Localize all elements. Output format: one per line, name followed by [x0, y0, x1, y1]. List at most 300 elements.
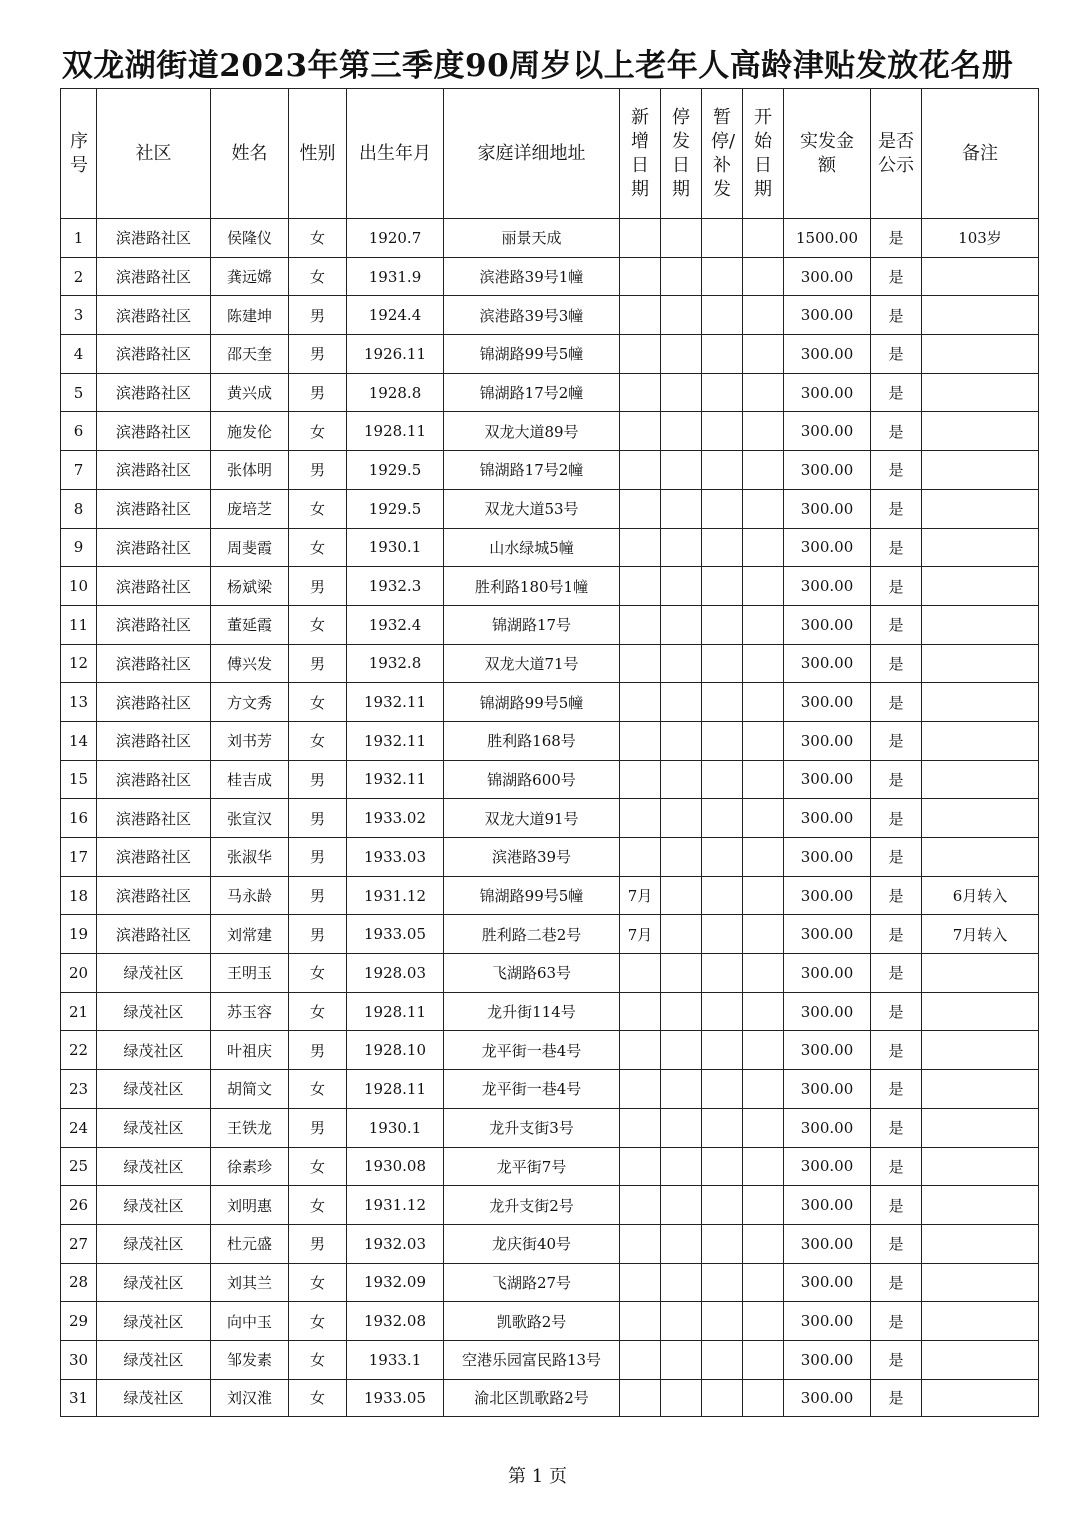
cell-birth: 1932.03: [347, 1224, 444, 1263]
cell-community: 绿茂社区: [97, 1108, 211, 1147]
cell-name: 杨斌梁: [211, 567, 289, 606]
cell-start-date: [743, 1070, 784, 1109]
header-public: 是否公示: [871, 89, 922, 219]
table-row: [61, 1147, 1039, 1186]
cell-seq: 13: [61, 683, 97, 722]
cell-seq: 21: [61, 992, 97, 1031]
cell-stop-date: [661, 1147, 702, 1186]
cell-suspend: [702, 876, 743, 915]
cell-community: 滨港路社区: [97, 760, 211, 799]
cell-remark: [922, 1186, 1039, 1225]
cell-address: 滨港路39号3幢: [444, 296, 620, 335]
cell-start-date: [743, 838, 784, 877]
cell-start-date: [743, 1302, 784, 1341]
cell-amount: 300.00: [784, 1379, 871, 1416]
table-row: [61, 721, 1039, 760]
cell-birth: 1932.3: [347, 567, 444, 606]
cell-birth: 1932.11: [347, 721, 444, 760]
cell-seq: 9: [61, 528, 97, 567]
cell-suspend: [702, 644, 743, 683]
cell-remark: [922, 1070, 1039, 1109]
cell-public: 是: [871, 799, 922, 838]
cell-suspend: [702, 296, 743, 335]
cell-community: 滨港路社区: [97, 644, 211, 683]
cell-gender: 女: [289, 1302, 347, 1341]
cell-amount: 300.00: [784, 1031, 871, 1070]
cell-birth: 1933.03: [347, 838, 444, 877]
cell-start-date: [743, 1224, 784, 1263]
cell-stop-date: [661, 257, 702, 296]
cell-community: 绿茂社区: [97, 1070, 211, 1109]
cell-stop-date: [661, 644, 702, 683]
cell-stop-date: [661, 1302, 702, 1341]
cell-gender: 男: [289, 876, 347, 915]
cell-seq: 7: [61, 451, 97, 490]
cell-new-date: 7月: [620, 915, 661, 954]
cell-amount: 300.00: [784, 838, 871, 877]
cell-community: 绿茂社区: [97, 1302, 211, 1341]
cell-start-date: [743, 1108, 784, 1147]
cell-remark: [922, 489, 1039, 528]
cell-start-date: [743, 296, 784, 335]
cell-suspend: [702, 1263, 743, 1302]
cell-gender: 男: [289, 799, 347, 838]
cell-suspend: [702, 1147, 743, 1186]
cell-start-date: [743, 644, 784, 683]
cell-seq: 26: [61, 1186, 97, 1225]
cell-address: 胜利路二巷2号: [444, 915, 620, 954]
cell-name: 刘书芳: [211, 721, 289, 760]
cell-community: 滨港路社区: [97, 373, 211, 412]
cell-gender: 男: [289, 1031, 347, 1070]
page-number: 第 1 页: [508, 1466, 567, 1487]
cell-seq: 25: [61, 1147, 97, 1186]
cell-public: 是: [871, 876, 922, 915]
cell-gender: 男: [289, 373, 347, 412]
cell-birth: 1932.8: [347, 644, 444, 683]
cell-address: 锦湖路99号5幢: [444, 876, 620, 915]
header-seq: 序号: [61, 89, 97, 219]
cell-stop-date: [661, 451, 702, 490]
cell-start-date: [743, 451, 784, 490]
cell-birth: 1929.5: [347, 489, 444, 528]
header-remark: 备注: [922, 89, 1039, 219]
cell-amount: 300.00: [784, 528, 871, 567]
cell-address: 锦湖路99号5幢: [444, 335, 620, 374]
cell-start-date: [743, 528, 784, 567]
cell-birth: 1928.8: [347, 373, 444, 412]
cell-public: 是: [871, 683, 922, 722]
roster-table: [60, 88, 1039, 1417]
cell-remark: [922, 257, 1039, 296]
cell-community: 绿茂社区: [97, 992, 211, 1031]
cell-new-date: [620, 489, 661, 528]
cell-address: 飞湖路63号: [444, 954, 620, 993]
cell-new-date: [620, 567, 661, 606]
cell-public: 是: [871, 1031, 922, 1070]
header-name: 姓名: [211, 89, 289, 219]
cell-gender: 男: [289, 451, 347, 490]
table-row: [61, 528, 1039, 567]
cell-birth: 1931.12: [347, 1186, 444, 1225]
cell-start-date: [743, 1379, 784, 1416]
cell-public: 是: [871, 915, 922, 954]
cell-start-date: [743, 1340, 784, 1379]
cell-birth: 1933.02: [347, 799, 444, 838]
cell-name: 刘常建: [211, 915, 289, 954]
cell-stop-date: [661, 567, 702, 606]
table-row: [61, 1379, 1039, 1416]
cell-birth: 1929.5: [347, 451, 444, 490]
cell-address: 锦湖路99号5幢: [444, 683, 620, 722]
cell-new-date: [620, 373, 661, 412]
cell-remark: [922, 1108, 1039, 1147]
cell-public: 是: [871, 1186, 922, 1225]
cell-amount: 300.00: [784, 915, 871, 954]
cell-gender: 女: [289, 992, 347, 1031]
header-gender: 性别: [289, 89, 347, 219]
cell-birth: 1930.1: [347, 528, 444, 567]
cell-name: 邵天奎: [211, 335, 289, 374]
cell-public: 是: [871, 567, 922, 606]
cell-community: 绿茂社区: [97, 954, 211, 993]
cell-amount: 300.00: [784, 412, 871, 451]
cell-stop-date: [661, 1263, 702, 1302]
cell-stop-date: [661, 219, 702, 258]
cell-new-date: [620, 799, 661, 838]
cell-suspend: [702, 683, 743, 722]
cell-name: 张淑华: [211, 838, 289, 877]
cell-name: 傅兴发: [211, 644, 289, 683]
cell-birth: 1932.09: [347, 1263, 444, 1302]
cell-gender: 女: [289, 1379, 347, 1416]
cell-address: 锦湖路17号2幢: [444, 451, 620, 490]
table-row: [61, 915, 1039, 954]
cell-address: 龙平街一巷4号: [444, 1070, 620, 1109]
cell-seq: 23: [61, 1070, 97, 1109]
cell-address: 锦湖路17号: [444, 605, 620, 644]
cell-amount: 300.00: [784, 257, 871, 296]
cell-birth: 1933.05: [347, 1379, 444, 1416]
cell-name: 桂吉成: [211, 760, 289, 799]
cell-birth: 1932.11: [347, 683, 444, 722]
cell-name: 黄兴成: [211, 373, 289, 412]
cell-start-date: [743, 1031, 784, 1070]
cell-remark: [922, 373, 1039, 412]
cell-suspend: [702, 335, 743, 374]
cell-community: 滨港路社区: [97, 915, 211, 954]
table-row: [61, 335, 1039, 374]
cell-birth: 1932.4: [347, 605, 444, 644]
cell-birth: 1928.10: [347, 1031, 444, 1070]
table-row: [61, 296, 1039, 335]
cell-remark: [922, 605, 1039, 644]
cell-gender: 男: [289, 760, 347, 799]
cell-gender: 女: [289, 1070, 347, 1109]
cell-remark: [922, 528, 1039, 567]
cell-new-date: [620, 451, 661, 490]
cell-name: 刘汉淮: [211, 1379, 289, 1416]
header-address: 家庭详细地址: [444, 89, 620, 219]
table-row: [61, 257, 1039, 296]
cell-seq: 10: [61, 567, 97, 606]
cell-amount: 300.00: [784, 1340, 871, 1379]
cell-remark: [922, 760, 1039, 799]
cell-stop-date: [661, 605, 702, 644]
cell-seq: 28: [61, 1263, 97, 1302]
cell-name: 龚远嫦: [211, 257, 289, 296]
cell-stop-date: [661, 1108, 702, 1147]
cell-start-date: [743, 760, 784, 799]
cell-amount: 300.00: [784, 489, 871, 528]
cell-suspend: [702, 1340, 743, 1379]
cell-start-date: [743, 721, 784, 760]
cell-new-date: 7月: [620, 876, 661, 915]
cell-gender: 女: [289, 1263, 347, 1302]
cell-birth: 1933.1: [347, 1340, 444, 1379]
cell-suspend: [702, 567, 743, 606]
cell-new-date: [620, 721, 661, 760]
table-row: [61, 1108, 1039, 1147]
cell-name: 张体明: [211, 451, 289, 490]
cell-new-date: [620, 219, 661, 258]
cell-stop-date: [661, 760, 702, 799]
cell-seq: 19: [61, 915, 97, 954]
cell-suspend: [702, 219, 743, 258]
cell-address: 双龙大道91号: [444, 799, 620, 838]
cell-new-date: [620, 1070, 661, 1109]
cell-remark: [922, 721, 1039, 760]
cell-suspend: [702, 1108, 743, 1147]
cell-address: 龙升支街2号: [444, 1186, 620, 1225]
header-suspend: 暂停/补发: [702, 89, 743, 219]
cell-amount: 300.00: [784, 954, 871, 993]
cell-public: 是: [871, 1147, 922, 1186]
cell-community: 滨港路社区: [97, 528, 211, 567]
cell-gender: 男: [289, 296, 347, 335]
cell-remark: [922, 838, 1039, 877]
cell-community: 滨港路社区: [97, 219, 211, 258]
cell-community: 绿茂社区: [97, 1340, 211, 1379]
cell-new-date: [620, 296, 661, 335]
cell-seq: 15: [61, 760, 97, 799]
cell-public: 是: [871, 528, 922, 567]
cell-birth: 1926.11: [347, 335, 444, 374]
cell-new-date: [620, 257, 661, 296]
cell-new-date: [620, 1263, 661, 1302]
cell-community: 绿茂社区: [97, 1379, 211, 1416]
cell-gender: 女: [289, 219, 347, 258]
cell-stop-date: [661, 876, 702, 915]
cell-suspend: [702, 451, 743, 490]
cell-new-date: [620, 605, 661, 644]
cell-suspend: [702, 1379, 743, 1416]
cell-birth: 1920.7: [347, 219, 444, 258]
cell-seq: 31: [61, 1379, 97, 1416]
cell-remark: [922, 1031, 1039, 1070]
cell-gender: 女: [289, 257, 347, 296]
cell-start-date: [743, 567, 784, 606]
cell-name: 董延霞: [211, 605, 289, 644]
cell-public: 是: [871, 721, 922, 760]
cell-seq: 8: [61, 489, 97, 528]
cell-gender: 男: [289, 1224, 347, 1263]
cell-community: 滨港路社区: [97, 489, 211, 528]
cell-name: 张宣汉: [211, 799, 289, 838]
cell-public: 是: [871, 373, 922, 412]
cell-name: 邹发素: [211, 1340, 289, 1379]
cell-remark: [922, 1379, 1039, 1416]
cell-name: 侯隆仪: [211, 219, 289, 258]
table-row: [61, 489, 1039, 528]
cell-suspend: [702, 915, 743, 954]
cell-address: 锦湖路17号2幢: [444, 373, 620, 412]
cell-gender: 女: [289, 412, 347, 451]
cell-suspend: [702, 528, 743, 567]
header-stop-date: 停发日期: [661, 89, 702, 219]
cell-gender: 女: [289, 605, 347, 644]
cell-remark: [922, 799, 1039, 838]
cell-community: 滨港路社区: [97, 567, 211, 606]
cell-gender: 男: [289, 838, 347, 877]
table-row: [61, 838, 1039, 877]
cell-new-date: [620, 760, 661, 799]
cell-amount: 300.00: [784, 335, 871, 374]
cell-amount: 1500.00: [784, 219, 871, 258]
cell-amount: 300.00: [784, 1263, 871, 1302]
cell-address: 龙庆街40号: [444, 1224, 620, 1263]
cell-stop-date: [661, 1070, 702, 1109]
cell-amount: 300.00: [784, 760, 871, 799]
cell-name: 徐素珍: [211, 1147, 289, 1186]
cell-seq: 3: [61, 296, 97, 335]
cell-start-date: [743, 489, 784, 528]
cell-suspend: [702, 1186, 743, 1225]
cell-start-date: [743, 412, 784, 451]
cell-address: 滨港路39号: [444, 838, 620, 877]
cell-community: 滨港路社区: [97, 296, 211, 335]
cell-stop-date: [661, 1379, 702, 1416]
header-new-date: 新增日期: [620, 89, 661, 219]
cell-new-date: [620, 1108, 661, 1147]
cell-start-date: [743, 954, 784, 993]
cell-address: 龙平街7号: [444, 1147, 620, 1186]
cell-address: 双龙大道53号: [444, 489, 620, 528]
cell-public: 是: [871, 489, 922, 528]
table-row: [61, 992, 1039, 1031]
cell-new-date: [620, 1147, 661, 1186]
cell-community: 滨港路社区: [97, 799, 211, 838]
cell-community: 滨港路社区: [97, 335, 211, 374]
cell-stop-date: [661, 528, 702, 567]
cell-name: 苏玉容: [211, 992, 289, 1031]
table-row: [61, 1340, 1039, 1379]
cell-public: 是: [871, 1379, 922, 1416]
cell-gender: 女: [289, 721, 347, 760]
cell-seq: 20: [61, 954, 97, 993]
table-row: [61, 683, 1039, 722]
cell-public: 是: [871, 644, 922, 683]
cell-suspend: [702, 373, 743, 412]
cell-address: 龙平街一巷4号: [444, 1031, 620, 1070]
cell-suspend: [702, 412, 743, 451]
cell-address: 胜利路168号: [444, 721, 620, 760]
cell-new-date: [620, 1186, 661, 1225]
cell-gender: 男: [289, 1108, 347, 1147]
cell-address: 双龙大道71号: [444, 644, 620, 683]
cell-public: 是: [871, 1108, 922, 1147]
cell-new-date: [620, 1224, 661, 1263]
cell-public: 是: [871, 838, 922, 877]
cell-amount: 300.00: [784, 451, 871, 490]
cell-remark: [922, 644, 1039, 683]
table-row: [61, 1031, 1039, 1070]
table-row: [61, 1263, 1039, 1302]
table-row: [61, 567, 1039, 606]
cell-suspend: [702, 1031, 743, 1070]
cell-seq: 4: [61, 335, 97, 374]
cell-suspend: [702, 721, 743, 760]
cell-amount: 300.00: [784, 876, 871, 915]
cell-new-date: [620, 412, 661, 451]
cell-amount: 300.00: [784, 567, 871, 606]
cell-amount: 300.00: [784, 1186, 871, 1225]
cell-public: 是: [871, 954, 922, 993]
cell-community: 绿茂社区: [97, 1186, 211, 1225]
cell-new-date: [620, 954, 661, 993]
cell-start-date: [743, 799, 784, 838]
cell-start-date: [743, 605, 784, 644]
cell-address: 锦湖路600号: [444, 760, 620, 799]
cell-name: 周斐霞: [211, 528, 289, 567]
cell-stop-date: [661, 296, 702, 335]
cell-seq: 17: [61, 838, 97, 877]
cell-amount: 300.00: [784, 721, 871, 760]
table-row: [61, 605, 1039, 644]
cell-new-date: [620, 528, 661, 567]
cell-community: 绿茂社区: [97, 1147, 211, 1186]
cell-stop-date: [661, 992, 702, 1031]
header-row: [61, 89, 1039, 219]
cell-stop-date: [661, 412, 702, 451]
cell-seq: 11: [61, 605, 97, 644]
cell-public: 是: [871, 605, 922, 644]
header-community: 社区: [97, 89, 211, 219]
cell-start-date: [743, 683, 784, 722]
cell-suspend: [702, 799, 743, 838]
cell-gender: 女: [289, 528, 347, 567]
cell-suspend: [702, 489, 743, 528]
cell-community: 滨港路社区: [97, 876, 211, 915]
cell-amount: 300.00: [784, 373, 871, 412]
cell-public: 是: [871, 412, 922, 451]
cell-stop-date: [661, 373, 702, 412]
cell-seq: 29: [61, 1302, 97, 1341]
cell-stop-date: [661, 954, 702, 993]
cell-public: 是: [871, 219, 922, 258]
cell-gender: 男: [289, 915, 347, 954]
table-row: [61, 219, 1039, 258]
cell-address: 龙升街114号: [444, 992, 620, 1031]
cell-start-date: [743, 876, 784, 915]
cell-remark: 103岁: [922, 219, 1039, 258]
cell-suspend: [702, 1302, 743, 1341]
cell-community: 滨港路社区: [97, 257, 211, 296]
cell-start-date: [743, 992, 784, 1031]
cell-name: 胡简文: [211, 1070, 289, 1109]
cell-name: 陈建坤: [211, 296, 289, 335]
cell-amount: 300.00: [784, 683, 871, 722]
